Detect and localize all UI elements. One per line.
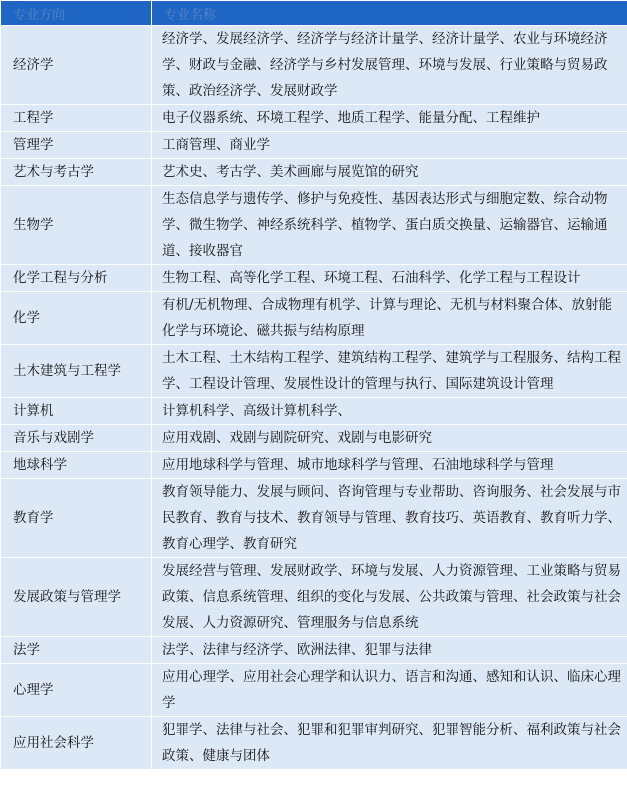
category-cell: 计算机 xyxy=(1,398,152,425)
category-cell: 化学 xyxy=(1,292,152,345)
category-cell: 经济学 xyxy=(1,26,152,105)
table-row xyxy=(1,452,627,479)
header-majors: 专业名称 xyxy=(152,1,627,26)
category-cell: 艺术与考古学 xyxy=(1,159,152,186)
majors-cell: 应用心理学、应用社会心理学和认识力、语言和沟通、感知和认识、临床心理学 xyxy=(152,664,627,717)
category-cell: 音乐与戏剧学 xyxy=(1,425,152,452)
category-cell: 化学工程与分析 xyxy=(1,265,152,292)
category-cell: 发展政策与管理学 xyxy=(1,558,152,637)
header-row xyxy=(1,1,627,26)
majors-cell: 生物工程、高等化学工程、环境工程、石油科学、化学工程与工程设计 xyxy=(152,265,627,292)
majors-cell: 土木工程、土木结构工程学、建筑结构工程学、建筑学与工程服务、结构工程学、工程设计管理、发展性设计的管理与执行、国际建筑设计管理 xyxy=(152,345,627,398)
category-cell: 教育学 xyxy=(1,479,152,558)
majors-cell: 计算机科学、高级计算机科学、 xyxy=(152,398,627,425)
majors-cell: 犯罪学、法律与社会、犯罪和犯罪审判研究、犯罪智能分析、福利政策与社会政策、健康与团体 xyxy=(152,717,627,770)
table-row xyxy=(1,105,627,132)
header-category: 专业方向 xyxy=(1,1,152,26)
majors-cell: 发展经营与管理、发展财政学、环境与发展、人力资源管理、工业策略与贸易政策、信息系统管理、组织的变化与发展、公共政策与管理、社会政策与社会发展、人力资源研究、管理服务与信息系统 xyxy=(152,558,627,637)
majors-cell: 艺术史、考古学、美术画廊与展览馆的研究 xyxy=(152,159,627,186)
category-cell: 心理学 xyxy=(1,664,152,717)
table-row xyxy=(1,265,627,292)
table-row xyxy=(1,664,627,717)
table-row xyxy=(1,637,627,664)
majors-cell: 电子仪器系统、环境工程学、地质工程学、能量分配、工程维护 xyxy=(152,105,627,132)
category-cell: 土木建筑与工程学 xyxy=(1,345,152,398)
table-row xyxy=(1,132,627,159)
table-row xyxy=(1,717,627,770)
table-row xyxy=(1,398,627,425)
category-cell: 生物学 xyxy=(1,186,152,265)
majors-cell: 应用戏剧、戏剧与剧院研究、戏剧与电影研究 xyxy=(152,425,627,452)
table-row xyxy=(1,425,627,452)
table-row xyxy=(1,159,627,186)
majors-cell: 应用地球科学与管理、城市地球科学与管理、石油地球科学与管理 xyxy=(152,452,627,479)
table-row xyxy=(1,186,627,265)
majors-cell: 生态信息学与遗传学、修护与免疫性、基因表达形式与细胞定数、综合动物学、微生物学、神经系统科学、植物学、蛋白质交换量、运输器官、运输通道、接收器官 xyxy=(152,186,627,265)
table-row xyxy=(1,345,627,398)
category-cell: 地球科学 xyxy=(1,452,152,479)
table-row xyxy=(1,479,627,558)
majors-cell: 教育领导能力、发展与顾问、咨询管理与专业帮助、咨询服务、社会发展与市民教育、教育与技术、教育领导与管理、教育技巧、英语教育、教育听力学、教育心理学、教育研究 xyxy=(152,479,627,558)
table-row xyxy=(1,292,627,345)
table-row xyxy=(1,558,627,637)
majors-cell: 有机/无机物理、合成物理有机学、计算与理论、无机与材料聚合体、放射能化学与环境论、磁共振与结构原理 xyxy=(152,292,627,345)
category-cell: 工程学 xyxy=(1,105,152,132)
majors-cell: 工商管理、商业学 xyxy=(152,132,627,159)
table-row xyxy=(1,26,627,105)
category-cell: 法学 xyxy=(1,637,152,664)
majors-cell: 经济学、发展经济学、经济学与经济计量学、经济计量学、农业与环境经济学、财政与金融、经济学与乡村发展管理、环境与发展、行业策略与贸易政策、政治经济学、发展财政学 xyxy=(152,26,627,105)
category-cell: 管理学 xyxy=(1,132,152,159)
majors-cell: 法学、法律与经济学、欧洲法律、犯罪与法律 xyxy=(152,637,627,664)
category-cell: 应用社会科学 xyxy=(1,717,152,770)
